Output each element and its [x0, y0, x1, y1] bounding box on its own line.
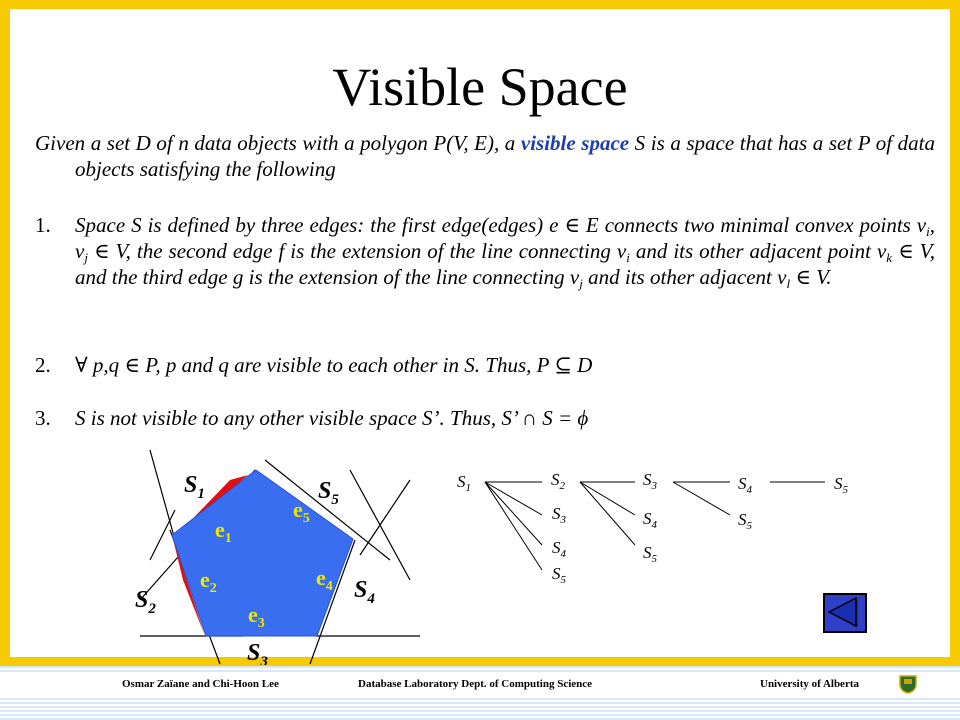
- subscript: j: [84, 250, 88, 265]
- tree-node: $S_2$: [551, 470, 565, 492]
- tree-edge: [485, 482, 542, 545]
- edge-label-e2: $e_2$: [200, 567, 217, 596]
- list-item-3: [35, 405, 935, 431]
- tree-edge: [673, 482, 730, 515]
- edge-label-e1: $e_1$: [215, 517, 232, 546]
- text-fragment: and its other adjacent point v: [629, 239, 887, 263]
- slide-border-top: [0, 0, 960, 9]
- intro-text-a: Given a set D of n data objects with a polygon P(V, E), a: [35, 131, 521, 155]
- tree-node: $S_4$: [643, 509, 657, 531]
- slide-title: Visible Space: [332, 57, 628, 117]
- tree-node: $S_5$: [834, 474, 848, 496]
- item-number: 1.: [35, 213, 51, 237]
- tree-node: $S_4$: [552, 538, 566, 560]
- back-triangle-icon: [825, 595, 865, 631]
- visible-space-term: visible space: [520, 131, 630, 155]
- item-3-text: S is not visible to any other visible space S’. Thus, S’ ∩ S = ϕ: [75, 406, 589, 430]
- tree-node: $S_1$: [457, 472, 471, 494]
- edge-label-e4: $e_4$: [316, 565, 333, 594]
- subscript: j: [579, 276, 583, 291]
- footer: [0, 672, 960, 696]
- subscript: i: [626, 250, 630, 265]
- tree-node: $S_5$: [738, 510, 752, 532]
- university-crest-icon: [898, 674, 918, 694]
- tree-edge: [580, 482, 635, 545]
- extension-line: [360, 480, 410, 555]
- item-number: 3.: [35, 406, 51, 430]
- subscript: i: [926, 224, 930, 239]
- footer-university: University of Alberta: [760, 678, 859, 690]
- extension-line: [150, 450, 175, 540]
- tree-node: $S_3$: [552, 504, 566, 526]
- text-fragment: , v: [75, 213, 935, 263]
- space-label-s1: $S_1$: [184, 472, 205, 502]
- intro-text-b: S is a space that has a set P of data objects satisfying the following: [75, 131, 935, 181]
- text-fragment: ∈ V.: [790, 265, 832, 289]
- tree-edge: [580, 482, 635, 515]
- subscript: k: [886, 250, 893, 265]
- tree-node: $S_5$: [643, 543, 657, 565]
- space-label-s2: $S_2$: [135, 587, 156, 617]
- subscript: l: [786, 276, 791, 291]
- tree-node: $S_3$: [643, 470, 657, 492]
- tree-node: $S_5$: [552, 564, 566, 586]
- list-item-1: [35, 212, 935, 290]
- space-label-s3: $S_3$: [247, 640, 268, 665]
- text-fragment: ∈ V, the second edge f is the extension of the line connecting v: [87, 239, 627, 263]
- back-button[interactable]: [823, 593, 867, 633]
- space-tree-diagram: [440, 460, 880, 590]
- tree-edge: [485, 482, 542, 515]
- footer-lab: Database Laboratory Dept. of Computing Science: [358, 678, 593, 690]
- space-label-s5: $S_5$: [318, 478, 339, 508]
- edge-label-e3: $e_3$: [248, 602, 265, 631]
- list-item-2: [35, 352, 935, 378]
- edge-label-e5: $e_5$: [293, 497, 310, 526]
- intro-paragraph: [35, 130, 935, 182]
- item-1-text: [75, 213, 935, 289]
- visible-space-diagram: [120, 440, 440, 665]
- space-label-s4: $S_4$: [354, 577, 375, 607]
- text-fragment: ∈ V, and the third edge g is the extension of the line connecting v: [75, 239, 935, 289]
- footer-authors: Osmar Zaïane and Chi-Hoon Lee: [122, 678, 279, 690]
- item-2-text: ∀ p,q ∈ P, p and q are visible to each other in S. Thus, P ⊆ D: [75, 353, 593, 377]
- item-number: 2.: [35, 353, 51, 377]
- tree-node: $S_4$: [738, 474, 752, 496]
- text-fragment: Space S is defined by three edges: the first edge(edges) e ∈ E connects two minimal convex points v: [75, 213, 927, 237]
- tree-edge: [485, 482, 542, 570]
- text-fragment: and its other adjacent v: [582, 265, 787, 289]
